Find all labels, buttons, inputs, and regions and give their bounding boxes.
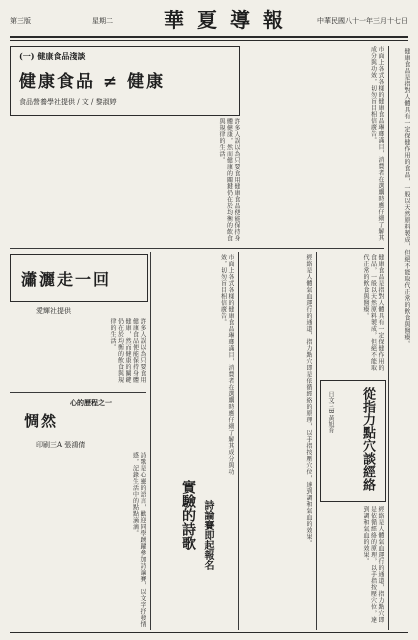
column-divider xyxy=(388,46,389,630)
middle-article-body: 市面上各式各樣的健康食品琳瑯滿目，消費者在選購時應仔細了解其成分與功效，切勿盲目相信廣告。 xyxy=(219,254,234,475)
health-article-body: 許多人誤以為只要食用健康食品便能保持身體健康，然而健康的關鍵仍在於均衡的飲食與規律的生活。 xyxy=(218,118,240,242)
headline: 健康食品 ≠ 健康 xyxy=(19,72,166,92)
meridian-credit: 日文三B 黃旭育 xyxy=(327,391,334,434)
column-divider xyxy=(150,252,151,630)
poem-subtitle: 心的歷程之一 xyxy=(70,398,112,407)
poetry-contest-subtitle: 詩論賽即起報名 xyxy=(202,500,213,570)
header-rule xyxy=(10,36,408,38)
right-strip-text: 健康食品是指對人體具有一定保健作用的食品，一般以天然原料製成，但絕不能取代正常的飲食與醫療。 xyxy=(403,48,410,347)
page-number: 第三版 xyxy=(10,17,31,25)
meridian-article-body-2: 健康食品是指對人體具有一定保健作用的食品，一般以天然原料製成，但絕不能取代正常的飲食與醫療。 xyxy=(362,254,384,371)
section-divider xyxy=(10,392,146,393)
issue-date: 中華民國八十一年三月十七日 xyxy=(317,17,408,25)
article-credit: 食品營養學社提供 / 文 / 黎淑婷 xyxy=(19,98,117,106)
meridian-article-body: 經絡是人體氣血運行的通道，指力點穴即是依循經絡的原理，以手指按壓穴位，達到調和氣血的效果。 xyxy=(305,254,312,547)
poem-body: 詩歌是心靈的語言，歡迎同學踴躍參加詩論賽，以文字抒發情感，記錄生活中的點點滴滴。 xyxy=(131,452,146,628)
poetry-contest-title: 實驗的詩歌 xyxy=(180,480,196,550)
weekday: 星期二 xyxy=(92,17,113,25)
page-header xyxy=(10,6,408,34)
poem-credit: 印刷三A 張鴻倩 xyxy=(36,441,86,449)
series-title: (一) 健康食品淺談 xyxy=(19,51,86,61)
section-divider xyxy=(10,248,384,249)
meridian-title: 從指力點穴談經絡 xyxy=(360,387,375,491)
essay-credit: 愛輝社提供 xyxy=(36,307,71,315)
masthead: 華 夏 導 報 xyxy=(164,8,286,32)
column-divider xyxy=(238,252,239,630)
column-divider xyxy=(316,252,317,630)
header-rule-thin xyxy=(10,40,408,41)
health-headline-box xyxy=(10,46,240,116)
health-article-body-2: 市面上各式各樣的健康食品琳瑯滿目，消費者在選購時應仔細了解其成分與功效，切勿盲目相信廣告。 xyxy=(369,46,384,241)
essay-body: 許多人誤以為只要食用健康食品便能保持身體健康，然而健康的關鍵仍在於均衡的飲食與規律的生活。 xyxy=(109,318,146,383)
title-box xyxy=(10,254,148,302)
meridian-article-body-3: 經絡是人體氣血運行的通道，指力點穴即是依循經絡的原理，以手指按壓穴位，達到調和氣血的效果。 xyxy=(362,506,384,623)
footer-rule xyxy=(10,632,408,633)
poem-title: 惆然 xyxy=(24,412,59,430)
essay-title: 瀟灑走一回 xyxy=(21,270,112,289)
meridian-title-box xyxy=(320,380,386,502)
